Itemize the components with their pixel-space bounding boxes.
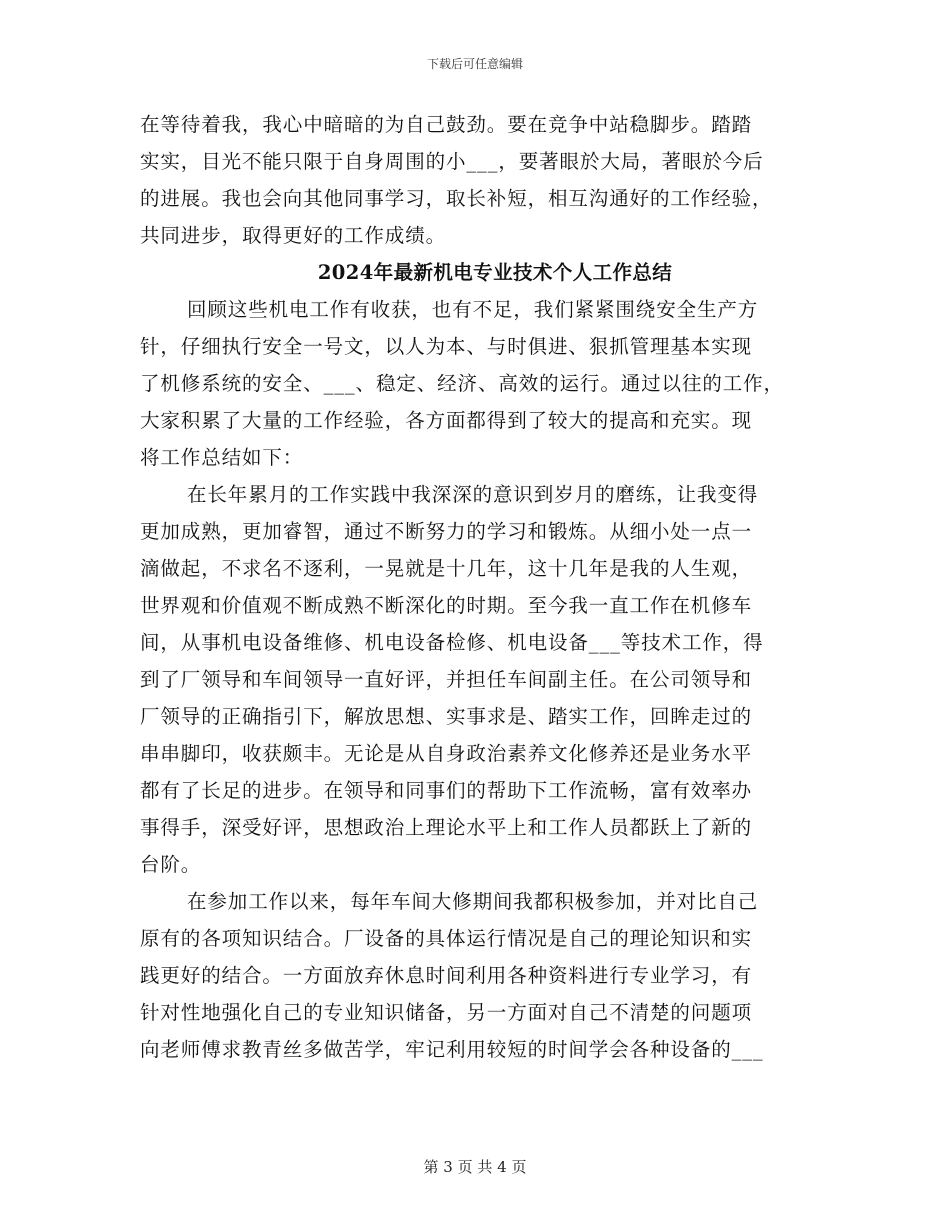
body-line: 了机修系统的安全、___、稳定、经济、高效的运行。通过以往的工作， bbox=[140, 372, 784, 395]
header-note: 下载后可任意编辑 bbox=[426, 57, 523, 71]
body-line: 针，仔细执行安全一号文，以人为本、与时俱进、狠抓管理基本实现 bbox=[140, 335, 753, 358]
body-line: 更加成熟，更加睿智，通过不断努力的学习和锻炼。从细小处一点一 bbox=[140, 520, 753, 543]
body-line: 回顾这些机电工作有收获，也有不足，我们紧紧围绕安全生产方 bbox=[187, 298, 759, 321]
body-line: 厂领导的正确指引下，解放思想、实事求是、踏实工作，回眸走过的 bbox=[140, 705, 753, 728]
body-line: 践更好的结合。一方面放弃休息时间利用各种资料进行专业学习，有 bbox=[140, 964, 753, 987]
body-line: 在长年累月的工作实践中我深深的意识到岁月的磨练，让我变得 bbox=[187, 483, 759, 506]
body-line: 向老师傅求教青丝多做苦学，牢记利用较短的时间学会各种设备的___ bbox=[140, 1038, 764, 1061]
body-line: 大家积累了大量的工作经验，各方面都得到了较大的提高和充实。现 bbox=[140, 409, 753, 432]
document-body bbox=[140, 106, 820, 1068]
body-line: 到了厂领导和车间领导一直好评，并担任车间副主任。在公司领导和 bbox=[140, 668, 753, 691]
body-line: 在参加工作以来，每年车间大修期间我都积极参加，并对比自己 bbox=[187, 890, 759, 913]
body-line: 间，从事机电设备维修、机电设备检修、机电设备___等技术工作，得 bbox=[140, 631, 764, 654]
body-line: 的进展。我也会向其他同事学习，取长补短，相互沟通好的工作经验， bbox=[140, 187, 773, 210]
body-line: 共同进步，取得更好的工作成绩。 bbox=[140, 224, 447, 247]
body-line: 在等待着我，我心中暗暗的为自己鼓劲。要在竞争中站稳脚步。踏踏 bbox=[140, 113, 753, 136]
body-line: 事得手，深受好评，思想政治上理论水平上和工作人员都跃上了新的 bbox=[140, 816, 753, 839]
section-title: 2024年最新机电专业技术个人工作总结 bbox=[317, 261, 673, 284]
body-line: 台阶。 bbox=[140, 853, 202, 876]
body-line: 实实，目光不能只限于自身周围的小___，要著眼於大局，著眼於今后 bbox=[140, 150, 764, 173]
body-line: 都有了长足的进步。在领导和同事们的帮助下工作流畅，富有效率办 bbox=[140, 779, 753, 802]
body-line: 滴做起，不求名不逐利，一晃就是十几年，这十几年是我的人生观， bbox=[140, 557, 753, 580]
body-line: 串串脚印，收获颇丰。无论是从自身政治素养文化修养还是业务水平 bbox=[140, 742, 753, 765]
body-line: 将工作总结如下： bbox=[140, 446, 304, 469]
body-line: 针对性地强化自己的专业知识储备，另一方面对自己不清楚的问题项 bbox=[140, 1001, 753, 1024]
body-line: 原有的各项知识结合。厂设备的具体运行情况是自己的理论知识和实 bbox=[140, 927, 753, 950]
page-footer: 第 3 页 共 4 页 bbox=[423, 1158, 527, 1176]
body-line: 世界观和价值观不断成熟不断深化的时期。至今我一直工作在机修车 bbox=[140, 594, 753, 617]
